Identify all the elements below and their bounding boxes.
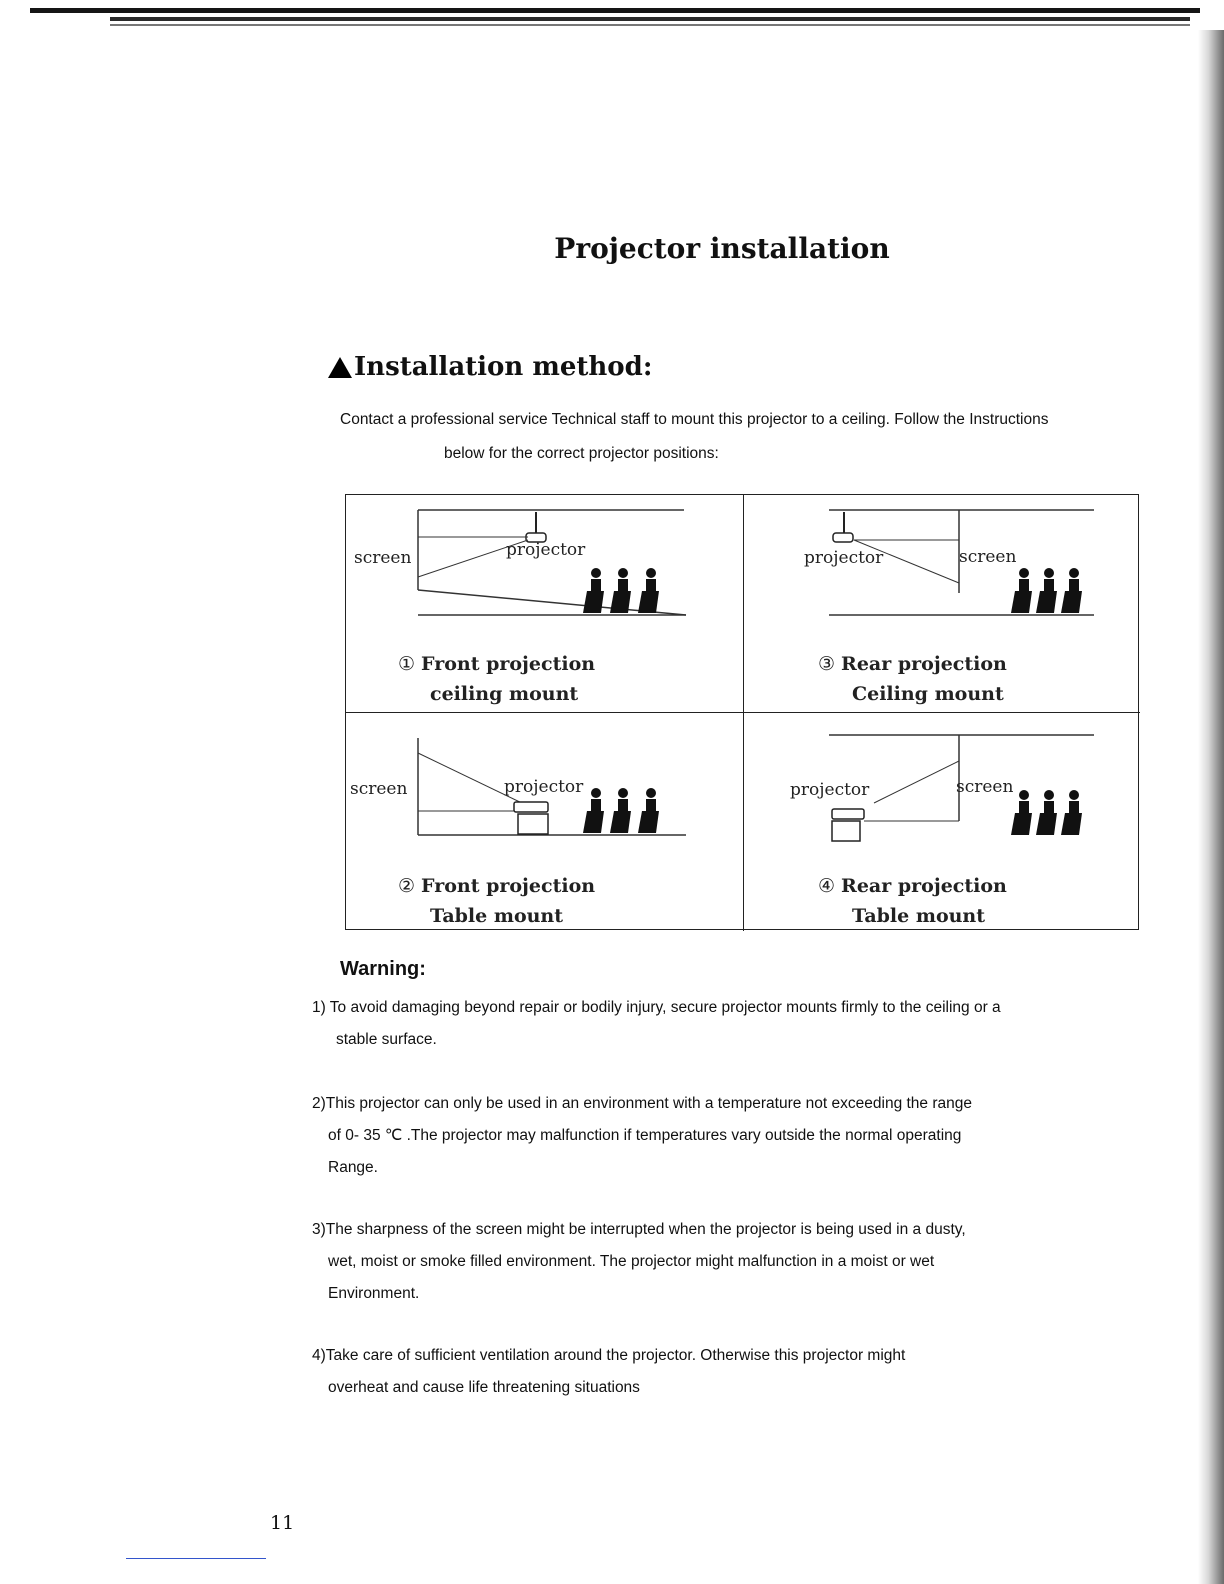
caption-line1: Rear projection [841,653,1007,675]
warning-item-1 [312,992,1001,1056]
warning-item-3 [312,1214,966,1310]
caption-line1: Rear projection [841,875,1007,897]
top-rule [30,8,1200,13]
diagram-front-ceiling [346,495,744,713]
warning-line: 2)This projector can only be used in an environment with a temperature not exceeding the range [312,1095,972,1112]
diagram-caption [398,649,595,709]
caption-line2: Table mount [430,905,564,927]
warning-item-4 [312,1340,905,1404]
warning-line: Range. [328,1159,378,1176]
section-heading-text: Installation method: [354,352,653,382]
warning-line: stable surface. [336,1031,437,1048]
warning-title: Warning: [340,958,426,980]
warning-line: 4)Take care of sufficient ventilation around the projector. Otherwise this projector might [312,1347,906,1364]
diagram-caption [818,649,1007,709]
warning-line: wet, moist or smoke filled environment. The projector might malfunction in a moist or wet [328,1253,935,1270]
section-heading [328,352,652,382]
warning-triangle-icon [328,357,352,378]
caption-line2: Ceiling mount [852,683,1004,705]
screen-label: screen [959,547,1017,567]
screen-label: screen [956,777,1014,797]
caption-line2: Table mount [852,905,986,927]
screen-label: screen [350,779,408,799]
top-rule [110,24,1190,26]
footer-rule [126,1558,266,1559]
diagram-rear-table [744,713,1140,931]
diagram-caption [818,871,1007,931]
diagram-caption [398,871,595,931]
caption-number: ④ [818,875,836,897]
warning-line: 1) To avoid damaging beyond repair or bodily injury, secure projector mounts firmly to the ceiling or a [312,999,1001,1016]
page-number: 11 [270,1512,295,1534]
caption-line1: Front projection [421,653,596,675]
projector-label: projector [504,777,584,797]
top-rule [110,17,1190,21]
projector-label: projector [790,780,870,800]
projector-label: projector [804,548,884,568]
screen-label: screen [354,548,412,568]
caption-number: ③ [818,653,836,675]
diagram-front-table [346,713,744,931]
warning-line: Environment. [328,1285,420,1302]
caption-number: ② [398,875,416,897]
diagram-rear-ceiling [744,495,1140,713]
projector-label: projector [506,540,586,560]
page-title: Projector installation [554,232,890,265]
warning-item-2 [312,1088,972,1184]
caption-line2: ceiling mount [430,683,579,705]
warning-line: overheat and cause life threatening situations [328,1379,640,1396]
intro-text: Contact a professional service Technical staff to mount this projector to a ceiling. Follow the Instructions [340,411,1049,428]
warning-line: of 0- 35 ℃ .The projector may malfunction if temperatures vary outside the normal operating [328,1127,962,1144]
caption-line1: Front projection [421,875,596,897]
installation-diagram-grid [345,494,1139,930]
warning-line: 3)The sharpness of the screen might be interrupted when the projector is being used in a dusty, [312,1221,966,1238]
caption-number: ① [398,653,416,675]
intro-text: below for the correct projector positions: [444,445,719,462]
